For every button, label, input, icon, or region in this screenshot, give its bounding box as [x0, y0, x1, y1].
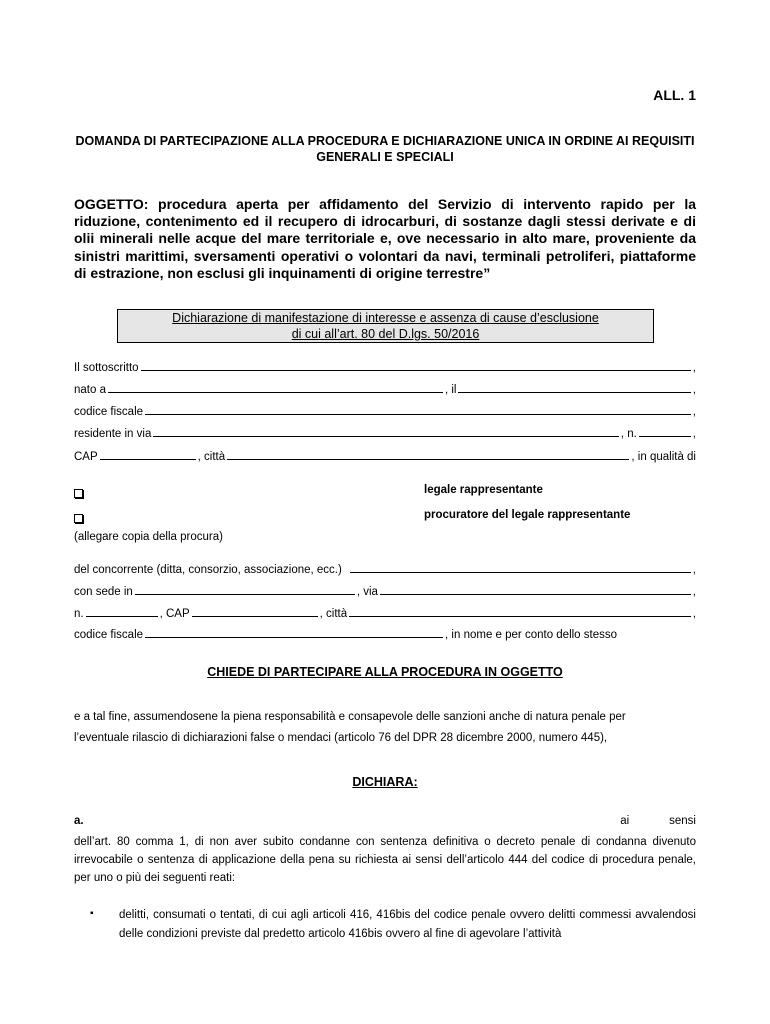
comma: ,	[692, 428, 696, 440]
option-attorney-label: procuratore del legale rappresentante	[424, 509, 631, 521]
birth-row	[74, 384, 696, 396]
cap-field[interactable]	[100, 458, 196, 460]
declaration-box	[117, 309, 654, 343]
request-heading: CHIEDE DI PARTECIPARE ALLA PROCEDURA IN OGGETTO	[207, 665, 563, 679]
tax-code-row	[74, 406, 696, 418]
option-legal-rep-label: legale rappresentante	[424, 484, 543, 496]
number-label: , n.	[620, 428, 637, 440]
signatory-row	[74, 362, 696, 374]
residence-label: residente in via	[74, 428, 152, 440]
competitor-field[interactable]	[350, 571, 691, 573]
document-title: DOMANDA DI PARTECIPAZIONE ALLA PROCEDURA E DICHIARAZIONE UNICA IN ORDINE AI REQUISITI GENERALI E SPECIALI	[75, 134, 695, 164]
declaration-box-line1: Dichiarazione di manifestazione di interesse e assenza di cause d’esclusione	[172, 311, 599, 325]
checkbox-attorney[interactable]	[74, 510, 83, 528]
declaration-box-line2: di cui all’art. 80 del D.lgs. 50/2016	[291, 326, 480, 341]
capacity-label: , in qualità di	[631, 451, 696, 463]
tax-code-label: codice fiscale	[74, 406, 144, 418]
residence-row	[74, 428, 696, 440]
attachment-label: ALL. 1	[653, 87, 696, 103]
headquarters-field[interactable]	[135, 593, 355, 595]
section-a-sensi: sensi	[669, 815, 696, 827]
bullet-text: delitti, consumati o tentati, di cui agli articoli 416, 416bis del codice penale ovvero delitti commessi avvalendosi delle condizioni previste dal predetto articolo 416bis ovvero al fine di agevolare l’attività	[119, 909, 696, 940]
declares-heading: DICHIARA:	[352, 775, 418, 789]
company-cap-label: , CAP	[159, 608, 190, 620]
company-number-label: n.	[74, 608, 84, 620]
birthplace-field[interactable]	[108, 391, 443, 393]
city-field[interactable]	[227, 458, 629, 460]
birthdate-field[interactable]	[458, 391, 690, 393]
date-label: , il	[444, 384, 457, 396]
company-city-field[interactable]	[349, 615, 691, 617]
company-city-label: , città	[319, 608, 348, 620]
street-label: , via	[356, 586, 378, 598]
company-tax-row	[74, 629, 696, 641]
section-a-text: dell’art. 80 comma 1, di non aver subito condanne con sentenza definitiva o decreto penale di condanna divenuto irrevocabile o sentenza di applicazione della pena su richiesta ai sensi dell’articolo 444 del codice di procedura penale, per uno o più dei seguenti reati:	[74, 836, 696, 884]
bullet-marker: ▪	[90, 908, 94, 919]
born-label: nato a	[74, 384, 106, 396]
street-field[interactable]	[380, 593, 691, 595]
cap-row	[74, 451, 696, 463]
signatory-field[interactable]	[141, 369, 691, 371]
company-address-row	[74, 608, 696, 620]
comma: ,	[692, 586, 696, 598]
subject-paragraph: OGGETTO: procedura aperta per affidamento del Servizio di intervento rapido per la riduzione, contenimento ed il recupero di idrocarburi, di sostanze dagli stessi derivate e di olii minerali nelle acque del mare territoriale e, ove necessario in alto mare, proveniente da sinistri marittimi, sversamenti operativi o volontari da navi, terminali petroliferi, piattaforme di estrazione, non esclusi gli inquinamenti di origine terrestre”	[74, 196, 696, 281]
headquarters-row	[74, 586, 696, 598]
competitor-label: del concorrente (ditta, consorzio, associazione, ecc.)	[74, 564, 342, 576]
section-a-ai: ai	[620, 815, 630, 827]
company-tax-field[interactable]	[145, 636, 443, 638]
on-behalf-label: , in nome e per conto dello stesso	[445, 629, 618, 641]
cap-label: CAP	[74, 451, 98, 463]
city-label: , città	[197, 451, 226, 463]
headquarters-label: con sede in	[74, 586, 133, 598]
residence-number-field[interactable]	[639, 435, 691, 437]
company-number-field[interactable]	[86, 615, 158, 617]
intro-paragraph	[74, 707, 696, 749]
section-a-line	[74, 815, 696, 827]
competitor-row	[74, 564, 696, 576]
comma: ,	[692, 564, 696, 576]
company-tax-label: codice fiscale	[74, 629, 144, 641]
comma: ,	[692, 384, 696, 396]
company-cap-field[interactable]	[192, 615, 318, 617]
intro-line-2: l’eventuale rilascio di dichiarazioni false o mendaci (articolo 76 del DPR 28 dicembre 2000, numero 445),	[74, 732, 608, 744]
section-a-label: a.	[74, 815, 84, 827]
comma: ,	[692, 406, 696, 418]
checkbox-legal-rep[interactable]	[74, 485, 83, 503]
tax-code-field[interactable]	[145, 413, 691, 415]
residence-street-field[interactable]	[153, 435, 618, 437]
attach-note: (allegare copia della procura)	[74, 531, 223, 543]
signatory-label: Il sottoscritto	[74, 362, 139, 374]
comma: ,	[692, 608, 696, 620]
comma: ,	[692, 362, 696, 374]
intro-line-1: e a tal fine, assumendosene la piena responsabilità e consapevole delle sanzioni anche di natura penale per	[74, 711, 626, 723]
